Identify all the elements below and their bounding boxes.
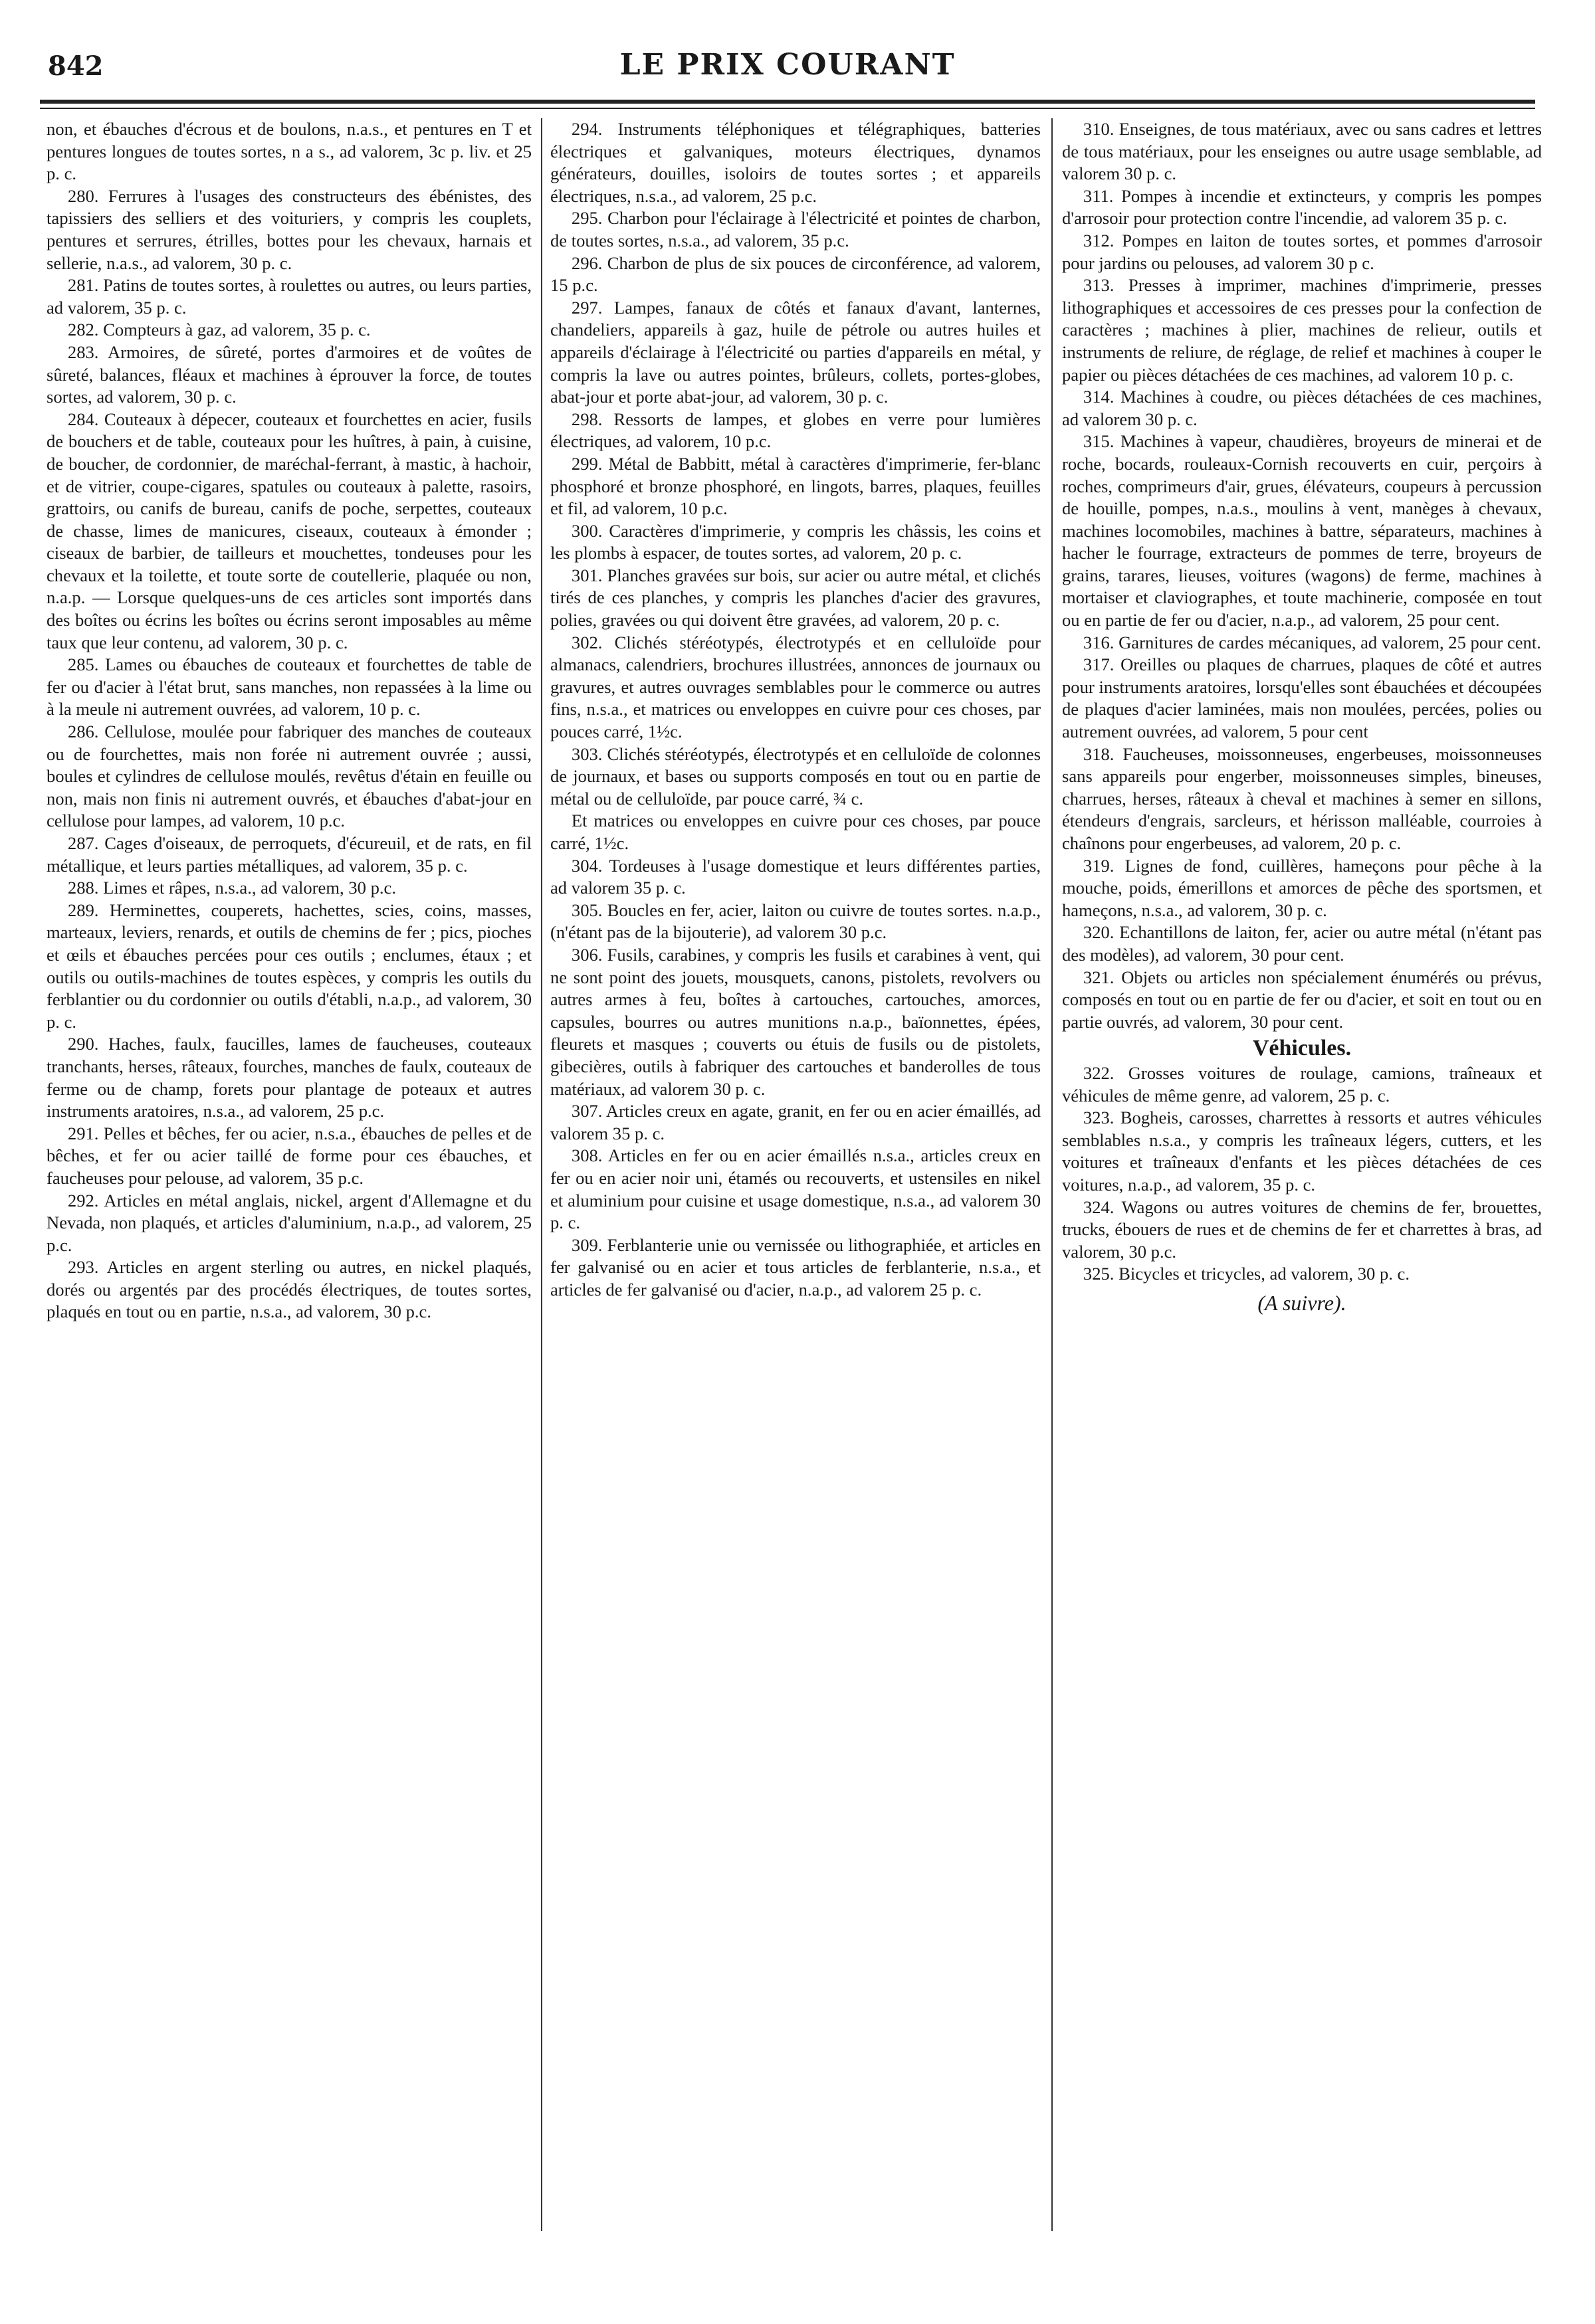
tariff-item: 316. Garnitures de cardes mécaniques, ad valorem, 25 pour cent. bbox=[1083, 632, 1541, 652]
tariff-item: 303. Clichés stéréotypés, électrotypés et en celluloïde de colonnes de journaux, et bases ou supports composés en tout ou en partie de métal ou de celluloïde, par pouce carré, ¾ c. bbox=[550, 743, 1041, 809]
tariff-item: 302. Clichés stéréotypés, électrotypés et en celluloïde pour almanacs, calendriers, brochures illustrées, annonces de journaux ou gravures, et autres ouvrages semblables pour le commerce ou autres fins, n.s.a., et matrices ou enveloppes en cuivre pour ces choses, par pouces carré, 1½c. bbox=[550, 632, 1041, 742]
tariff-item: 292. Articles en métal anglais, nickel, argent d'Allemagne et du Nevada, non plaqués, et articles d'aluminium, n.a.p., ad valorem, 25 p.c. bbox=[47, 1190, 532, 1255]
tariff-item: 294. Instruments téléphoniques et télégraphiques, batteries électriques et galvaniques, moteurs électriques, dynamos générateurs, douilles, isoloirs de toutes sortes ; et appareils électriques, n.s.a., ad valorem, 25 p.c. bbox=[550, 119, 1041, 206]
tariff-item: 315. Machines à vapeur, chaudières, broyeurs de minerai et de roche, bocards, rouleaux-Cornish recouverts en cuir, perçoirs à roches, comprimeurs d'air, grues, élévateurs, coupeurs à percussion de houille, pompes, n.a.s., moulins à vent, manèges à chevaux, machines locomobiles, machines à battre, séparateurs, machines à hacher le fourrage, extracteurs de pommes de terre, broyeurs de grains, tarares, lieuses, voitures (wagons) de ferme, machines à mortaiser et claviographes, et toute machinerie, composée en tout ou en partie de fer ou d'acier, n.a.p., ad valorem, 25 pour cent. bbox=[1062, 431, 1542, 630]
tariff-item: 320. Echantillons de laiton, fer, acier ou autre métal (n'étant pas des modèles), ad valorem, 30 pour cent. bbox=[1062, 922, 1542, 965]
text-column-1 bbox=[47, 118, 532, 1323]
tariff-item: 317. Oreilles ou plaques de charrues, plaques de côté et autres pour instruments aratoires, lorsqu'elles sont ébauchées et découpées de plaques d'acier laminées, mais non moulées, percées, polies ou autrement ouvrées, ad valorem, 5 pour cent bbox=[1062, 654, 1542, 742]
tariff-item: 296. Charbon de plus de six pouces de circonférence, ad valorem, 15 p.c. bbox=[550, 252, 1041, 296]
tariff-item: 299. Métal de Babbitt, métal à caractères d'imprimerie, fer-blanc phosphoré et bronze phosphoré, en lingots, barres, plaques, feuilles et fil, ad valorem, 10 p.c. bbox=[550, 453, 1041, 519]
running-title: LE PRIX COURANT bbox=[619, 48, 956, 82]
tariff-item: 308. Articles en fer ou en acier émaillés n.s.a., articles creux en fer ou en acier noir uni, étamés ou recouverts, et ustensiles en nikel et aluminium pour cuisine et usage domestique, n.s.a., ad valorem 30 p. c. bbox=[550, 1145, 1041, 1233]
header-rule-thick bbox=[40, 100, 1535, 104]
tariff-item: 306. Fusils, carabines, y compris les fusils et carabines à vent, qui ne sont point des jouets, mousquets, canons, pistolets, revolvers ou autres armes à feu, boîtes à cartouches, cartouches, amorces, capsules, bourres ou autres munitions n.a.p., baïonnettes, épées, fleurets et masques ; couverts ou étuis de fusils ou de pistolets, gibecières, outils à fabriquer des cartouches et banderolles de tous matériaux, ad valorem 30 p. c. bbox=[550, 944, 1041, 1099]
tariff-item: 321. Objets ou articles non spécialement énumérés ou prévus, composés en tout ou en partie de fer ou d'acier, et soit en tout ou en partie ouvrés, ad valorem, 30 pour cent. bbox=[1062, 967, 1542, 1032]
tariff-item: Et matrices ou enveloppes en cuivre pour ces choses, par pouce carré, 1½c. bbox=[550, 811, 1041, 853]
tariff-item: 285. Lames ou ébauches de couteaux et fourchettes de table de fer ou d'acier à l'état brut, sans manches, non repassées à la lime ou à la meule ni autrement ouvrées, ad valorem, 10 p. c. bbox=[47, 654, 532, 720]
tariff-item: 293. Articles en argent sterling ou autres, en nickel plaqués, dorés ou argentés par des procédés électriques, de toutes sortes, plaqués en tout ou en partie, n.s.a., ad valorem, 30 p.c. bbox=[47, 1257, 532, 1322]
tariff-item: 310. Enseignes, de tous matériaux, avec ou sans cadres et lettres de tous matériaux, pour les enseignes ou autre usage semblable, ad valorem 30 p. c. bbox=[1062, 119, 1542, 184]
tariff-item: 311. Pompes à incendie et extincteurs, y compris les pompes d'arrosoir pour protection contre l'incendie, ad valorem 35 p. c. bbox=[1062, 185, 1542, 229]
tariff-item: 290. Haches, faulx, faucilles, lames de faucheuses, couteaux tranchants, herses, râteaux, fourches, manches de faulx, couteaux de ferme ou de champ, forets pour plantage de poteaux et autres instruments aratoires, n.s.a., ad valorem, 25 p.c. bbox=[47, 1034, 532, 1121]
tariff-item: 314. Machines à coudre, ou pièces détachées de ces machines, ad valorem 30 p. c. bbox=[1062, 387, 1542, 429]
column-divider bbox=[1051, 118, 1053, 2231]
page-number: 842 bbox=[48, 50, 104, 82]
text-column-2 bbox=[550, 118, 1041, 1301]
tariff-item: 324. Wagons ou autres voitures de chemins de fer, brouettes, trucks, ébouers de rues et de chemins de fer et charrettes à bras, ad valorem, 30 p.c. bbox=[1062, 1197, 1542, 1262]
tariff-item: 304. Tordeuses à l'usage domestique et leurs différentes parties, ad valorem 35 p. c. bbox=[550, 855, 1041, 898]
vehicles-tariff-list bbox=[1062, 1062, 1542, 1286]
tariff-item: 322. Grosses voitures de roulage, camions, traîneaux et véhicules de même genre, ad valorem, 25 p. c. bbox=[1062, 1062, 1542, 1106]
tariff-item: 325. Bicycles et tricycles, ad valorem, 30 p. c. bbox=[1083, 1264, 1410, 1284]
column-divider bbox=[541, 118, 542, 2231]
tariff-item: 282. Compteurs à gaz, ad valorem, 35 p. c. bbox=[67, 320, 371, 340]
tariff-item: 280. Ferrures à l'usages des constructeurs des ébénistes, des tapissiers des selliers et des voituriers, y compris les couplets, pentures et serrures, étrilles, bottes pour les chevaux, harnais et sellerie, n.a.s., ad valorem, 30 p. c. bbox=[47, 185, 532, 273]
tariff-item: 300. Caractères d'imprimerie, y compris les châssis, les coins et les plombs à espacer, de toutes sortes, ad valorem, 20 p. c. bbox=[550, 520, 1041, 563]
page-header bbox=[40, 48, 1535, 88]
header-rule-thin bbox=[40, 108, 1535, 109]
tariff-item: 313. Presses à imprimer, machines d'imprimerie, presses lithographiques et accessoires de ces presses pour la confection de caractères ; machines à plier, machines de relieur, outils et instruments de reliure, de réglage, de relief et machines à couper le papier ou pièces détachées de ces machines, ad valorem 10 p. c. bbox=[1062, 275, 1542, 385]
tariff-item: 291. Pelles et bêches, fer ou acier, n.s.a., ébauches de pelles et de bêches, et fer ou acier taillé de forme pour ces ébauches, et faucheuses pour pelouse, ad valorem, 35 p.c. bbox=[47, 1123, 532, 1188]
tariff-item: 318. Faucheuses, moissonneuses, engerbeuses, moissonneuses sans appareils pour engerber, moissonneuses simples, bineuses, charrues, herses, râteaux à cheval et machines à semer en sillons, étendeurs d'engrais, sarcleurs, et hérisson malléable, courroies à chaînons pour engerbeuses, ad valorem, 20 p. c. bbox=[1062, 743, 1542, 853]
tariff-item: 323. Bogheis, carosses, charrettes à ressorts et autres véhicules semblables n.s.a., y compris les traîneaux légers, cutters, et les voitures et traîneaux d'enfants et les pièces détachées de ces voitures, n.a.p., ad valorem, 35 p. c. bbox=[1062, 1108, 1542, 1195]
tariff-item: 286. Cellulose, moulée pour fabriquer des manches de couteaux ou de fourchettes, mais non forée ni autrement ouvrée ; aussi, boules et cylindres de cellulose moulés, revêtus d'étain en feuille ou non, mais non finis ni autrement ouvrés, et ébauches d'abat-jour en cellulose pour lampes, ad valorem, 10 p.c. bbox=[47, 722, 532, 831]
tariff-item: 284. Couteaux à dépecer, couteaux et fourchettes en acier, fusils de bouchers et de table, couteaux pour les huîtres, à pain, à cuisine, de boucher, de cordonnier, de maréchal-ferrant, à mastic, à hachoir, et de vitrier, coupe-cigares, spatules ou couteaux à palette, rasoirs, grattoirs, ou canifs de bureau, canifs de poche, serpettes, couteaux de chasse, limes de manicures, ciseaux, couteaux à émonder ; ciseaux de barbier, de tailleurs et mouchettes, tondeuses pour les chevaux et la toilette, et toute sorte de coutellerie, plaquée ou non, n.a.p. — Lorsque quelques-uns de ces articles sont importés dans des boîtes ou écrins les boîtes ou écrins seront imposables au même taux que leur contenu, ad valorem, 30 p. c. bbox=[47, 409, 532, 652]
section-heading-vehicles: Véhicules. bbox=[1252, 1036, 1352, 1061]
tariff-item: non, et ébauches d'écrous et de boulons, n.a.s., et pentures en T et pentures longues de toutes sortes, n a s., ad valorem, 3c p. liv. et 25 p. c. bbox=[47, 119, 532, 184]
tariff-item: 298. Ressorts de lampes, et globes en verre pour lumières électriques, ad valorem, 10 p.c. bbox=[550, 409, 1041, 452]
tariff-item: 305. Boucles en fer, acier, laiton ou cuivre de toutes sortes. n.a.p., (n'étant pas de la bijouterie), ad valorem 30 p.c. bbox=[550, 900, 1041, 943]
text-column-3 bbox=[1062, 118, 1542, 1314]
tariff-list bbox=[1062, 118, 1542, 1033]
tariff-item: 297. Lampes, fanaux de côtés et fanaux d'avant, lanternes, chandeliers, appareils à gaz, huile de pétrole ou autres huiles et appareils d'éclairage à l'électricité ou parties d'appareils en métal, y compris la lave ou autres pointes, brûleurs, collets, portes-globes, abat-jour et porte abat-jour, ad valorem, 30 p. c. bbox=[550, 297, 1041, 407]
tariff-item: 283. Armoires, de sûreté, portes d'armoires et de voûtes de sûreté, balances, fléaux et machines à éprouver la force, de toutes sortes, ad valorem, 30 p. c. bbox=[47, 341, 532, 407]
tariff-item: 309. Ferblanterie unie ou vernissée ou lithographiée, et articles en fer galvanisé ou en acier et tous articles de ferblanterie, n.s.a., et articles de fer galvanisé ou d'acier, n.a.p., ad valorem 25 p. c. bbox=[550, 1234, 1041, 1300]
tariff-item: 289. Herminettes, couperets, hachettes, scies, coins, masses, marteaux, leviers, renards, et outils de chemins de fer ; pics, pioches et œils et ébauches percées pour ces outils ; enclumes, étaux ; et outils ou outils-machines de toutes espèces, y compris les outils du ferblantier ou du cordonnier ou outils d'établi, n.a.p., ad valorem, 30 p. c. bbox=[47, 900, 532, 1032]
tariff-item: 288. Limes et râpes, n.s.a., ad valorem, 30 p.c. bbox=[67, 878, 396, 898]
tariff-item: 312. Pompes en laiton de toutes sortes, et pommes d'arrosoir pour jardins ou pelouses, ad valorem 30 p c. bbox=[1062, 230, 1542, 273]
tariff-item: 301. Planches gravées sur bois, sur acier ou autre métal, et clichés tirés de ces planches, y compris les planches d'acier des gravures, polies, gravées ou qui doivent être gravées, ad valorem, 20 p. c. bbox=[550, 565, 1041, 630]
tariff-item: 307. Articles creux en agate, granit, en fer ou en acier émaillés, ad valorem 35 p. c. bbox=[550, 1101, 1041, 1143]
tariff-item: 281. Patins de toutes sortes, à roulettes ou autres, ou leurs parties, ad valorem, 35 p. c. bbox=[47, 275, 532, 318]
continued-note: (A suivre). bbox=[1257, 1290, 1346, 1315]
tariff-item: 295. Charbon pour l'éclairage à l'électricité et pointes de charbon, de toutes sortes, n.s.a., ad valorem, 35 p.c. bbox=[550, 208, 1041, 250]
tariff-item: 319. Lignes de fond, cuillères, hameçons pour pêche à la mouche, poids, émerillons et amorces de pêche des sportsmen, et hameçons, n.s.a., ad valorem, 30 p. c. bbox=[1062, 855, 1542, 920]
tariff-item: 287. Cages d'oiseaux, de perroquets, d'écureuil, et de rats, en fil métallique, et leurs parties métalliques, ad valorem, 35 p. c. bbox=[47, 833, 532, 876]
